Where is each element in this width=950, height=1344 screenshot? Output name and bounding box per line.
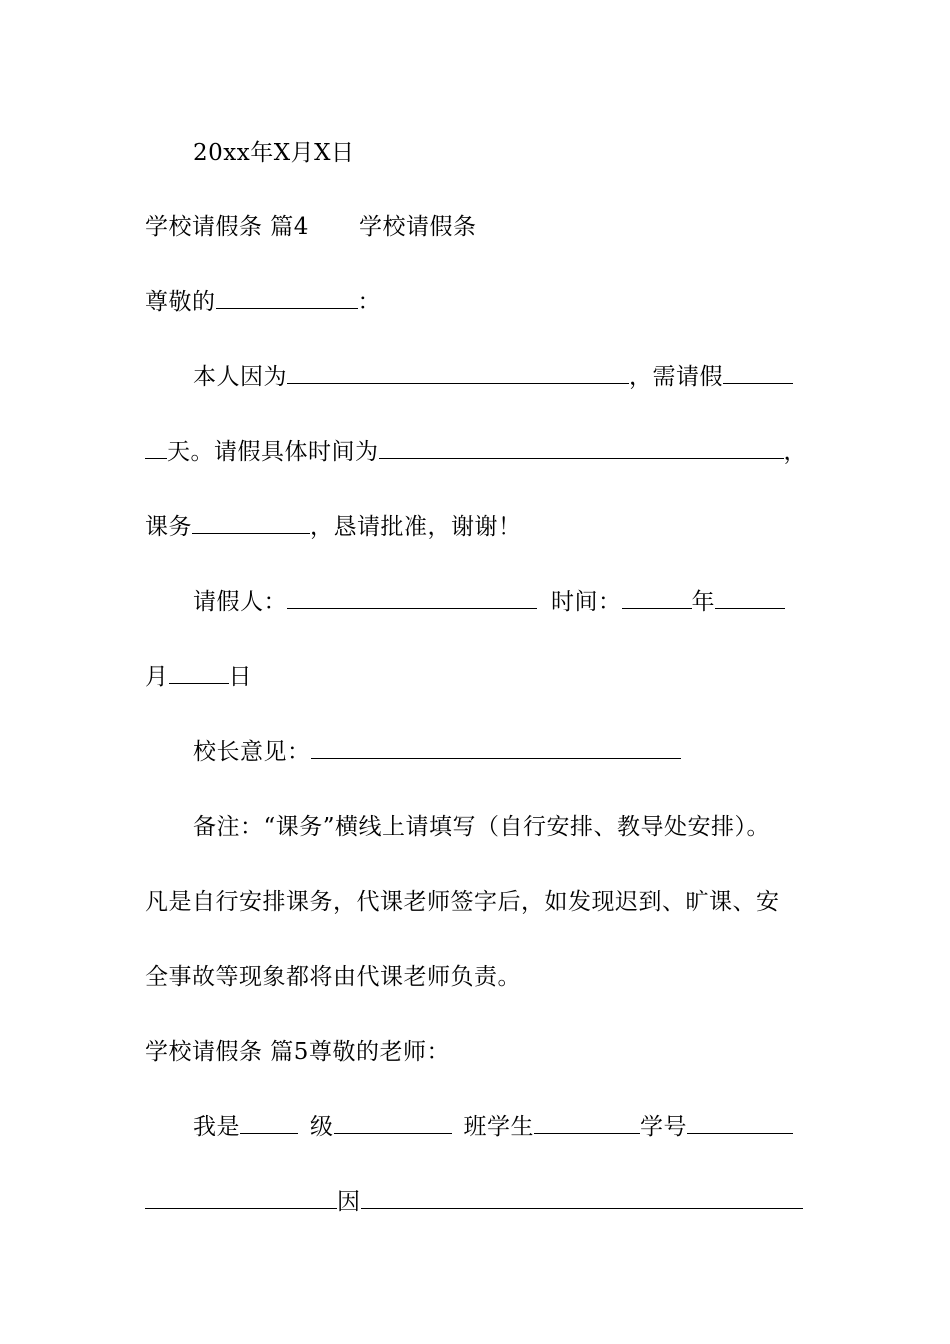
section4-subtitle: 学校请假条 — [358, 214, 477, 240]
year-blank[interactable] — [622, 586, 692, 609]
reason-line — [145, 361, 873, 393]
student-prefix: 我是 — [193, 1114, 240, 1140]
section4-title-line — [145, 211, 825, 243]
course-line — [145, 511, 825, 543]
leave-time-blank[interactable] — [379, 436, 784, 459]
time-label: 时间： — [551, 589, 622, 615]
reason-prefix: 本人因为 — [193, 364, 287, 390]
note-line-1 — [145, 811, 873, 843]
day-blank[interactable] — [169, 661, 229, 684]
note-line-3 — [145, 961, 825, 993]
class-label: 班学生 — [463, 1114, 534, 1140]
grade-label: 级 — [310, 1114, 334, 1140]
days-suffix: 天。请假具体时间为 — [167, 439, 379, 465]
applicant-line — [145, 586, 873, 618]
days-end: ， — [783, 439, 807, 465]
days-blank-part1[interactable] — [723, 361, 793, 384]
day-label: 日 — [228, 664, 252, 690]
days-line — [145, 436, 825, 468]
applicant-blank[interactable] — [287, 586, 537, 609]
student-id-blank[interactable] — [687, 1111, 793, 1134]
section5-title: 学校请假条 篇5尊敬的老师： — [145, 1039, 450, 1065]
principal-blank[interactable] — [311, 736, 681, 759]
note-text-3: 全事故等现象都将由代课老师负责。 — [145, 964, 521, 990]
class-blank[interactable] — [334, 1111, 452, 1134]
note-text-1: 备注：“课务”横线上请填写（自行安排、教导处安排）。 — [193, 814, 771, 840]
grade-blank[interactable] — [240, 1111, 298, 1134]
recipient-blank[interactable] — [216, 286, 358, 309]
id-label: 学号 — [640, 1114, 687, 1140]
section5-title-line — [145, 1036, 825, 1068]
month-day-line — [145, 661, 825, 693]
because-blank[interactable] — [361, 1186, 803, 1209]
course-suffix: ，恳请批准，谢谢！ — [310, 514, 522, 540]
salutation-prefix: 尊敬的 — [145, 289, 216, 315]
because-line — [145, 1186, 825, 1218]
note-text-2: 凡是自行安排课务，代课老师签字后，如发现迟到、旷课、安 — [145, 889, 780, 915]
date-text: 20xx年X月X日 — [193, 140, 355, 166]
reason-blank[interactable] — [287, 361, 629, 384]
student-line — [145, 1111, 873, 1143]
section4-title: 学校请假条 篇4 — [145, 214, 309, 240]
days-blank-part2[interactable] — [145, 436, 167, 459]
note-line-2 — [145, 886, 825, 918]
student-id-blank-cont[interactable] — [145, 1186, 337, 1209]
reason-mid: ，需请假 — [629, 364, 723, 390]
principal-line — [145, 736, 873, 768]
course-prefix: 课务 — [145, 514, 192, 540]
principal-label: 校长意见： — [193, 739, 311, 765]
month-blank[interactable] — [715, 586, 785, 609]
salutation-line — [145, 286, 825, 318]
year-label: 年 — [691, 589, 715, 615]
course-blank[interactable] — [192, 511, 310, 534]
salutation-suffix: ： — [357, 289, 381, 315]
because-label: 因 — [337, 1189, 361, 1215]
date-line — [145, 137, 873, 169]
student-name-blank[interactable] — [534, 1111, 640, 1134]
month-label: 月 — [145, 664, 169, 690]
applicant-label: 请假人： — [193, 589, 287, 615]
